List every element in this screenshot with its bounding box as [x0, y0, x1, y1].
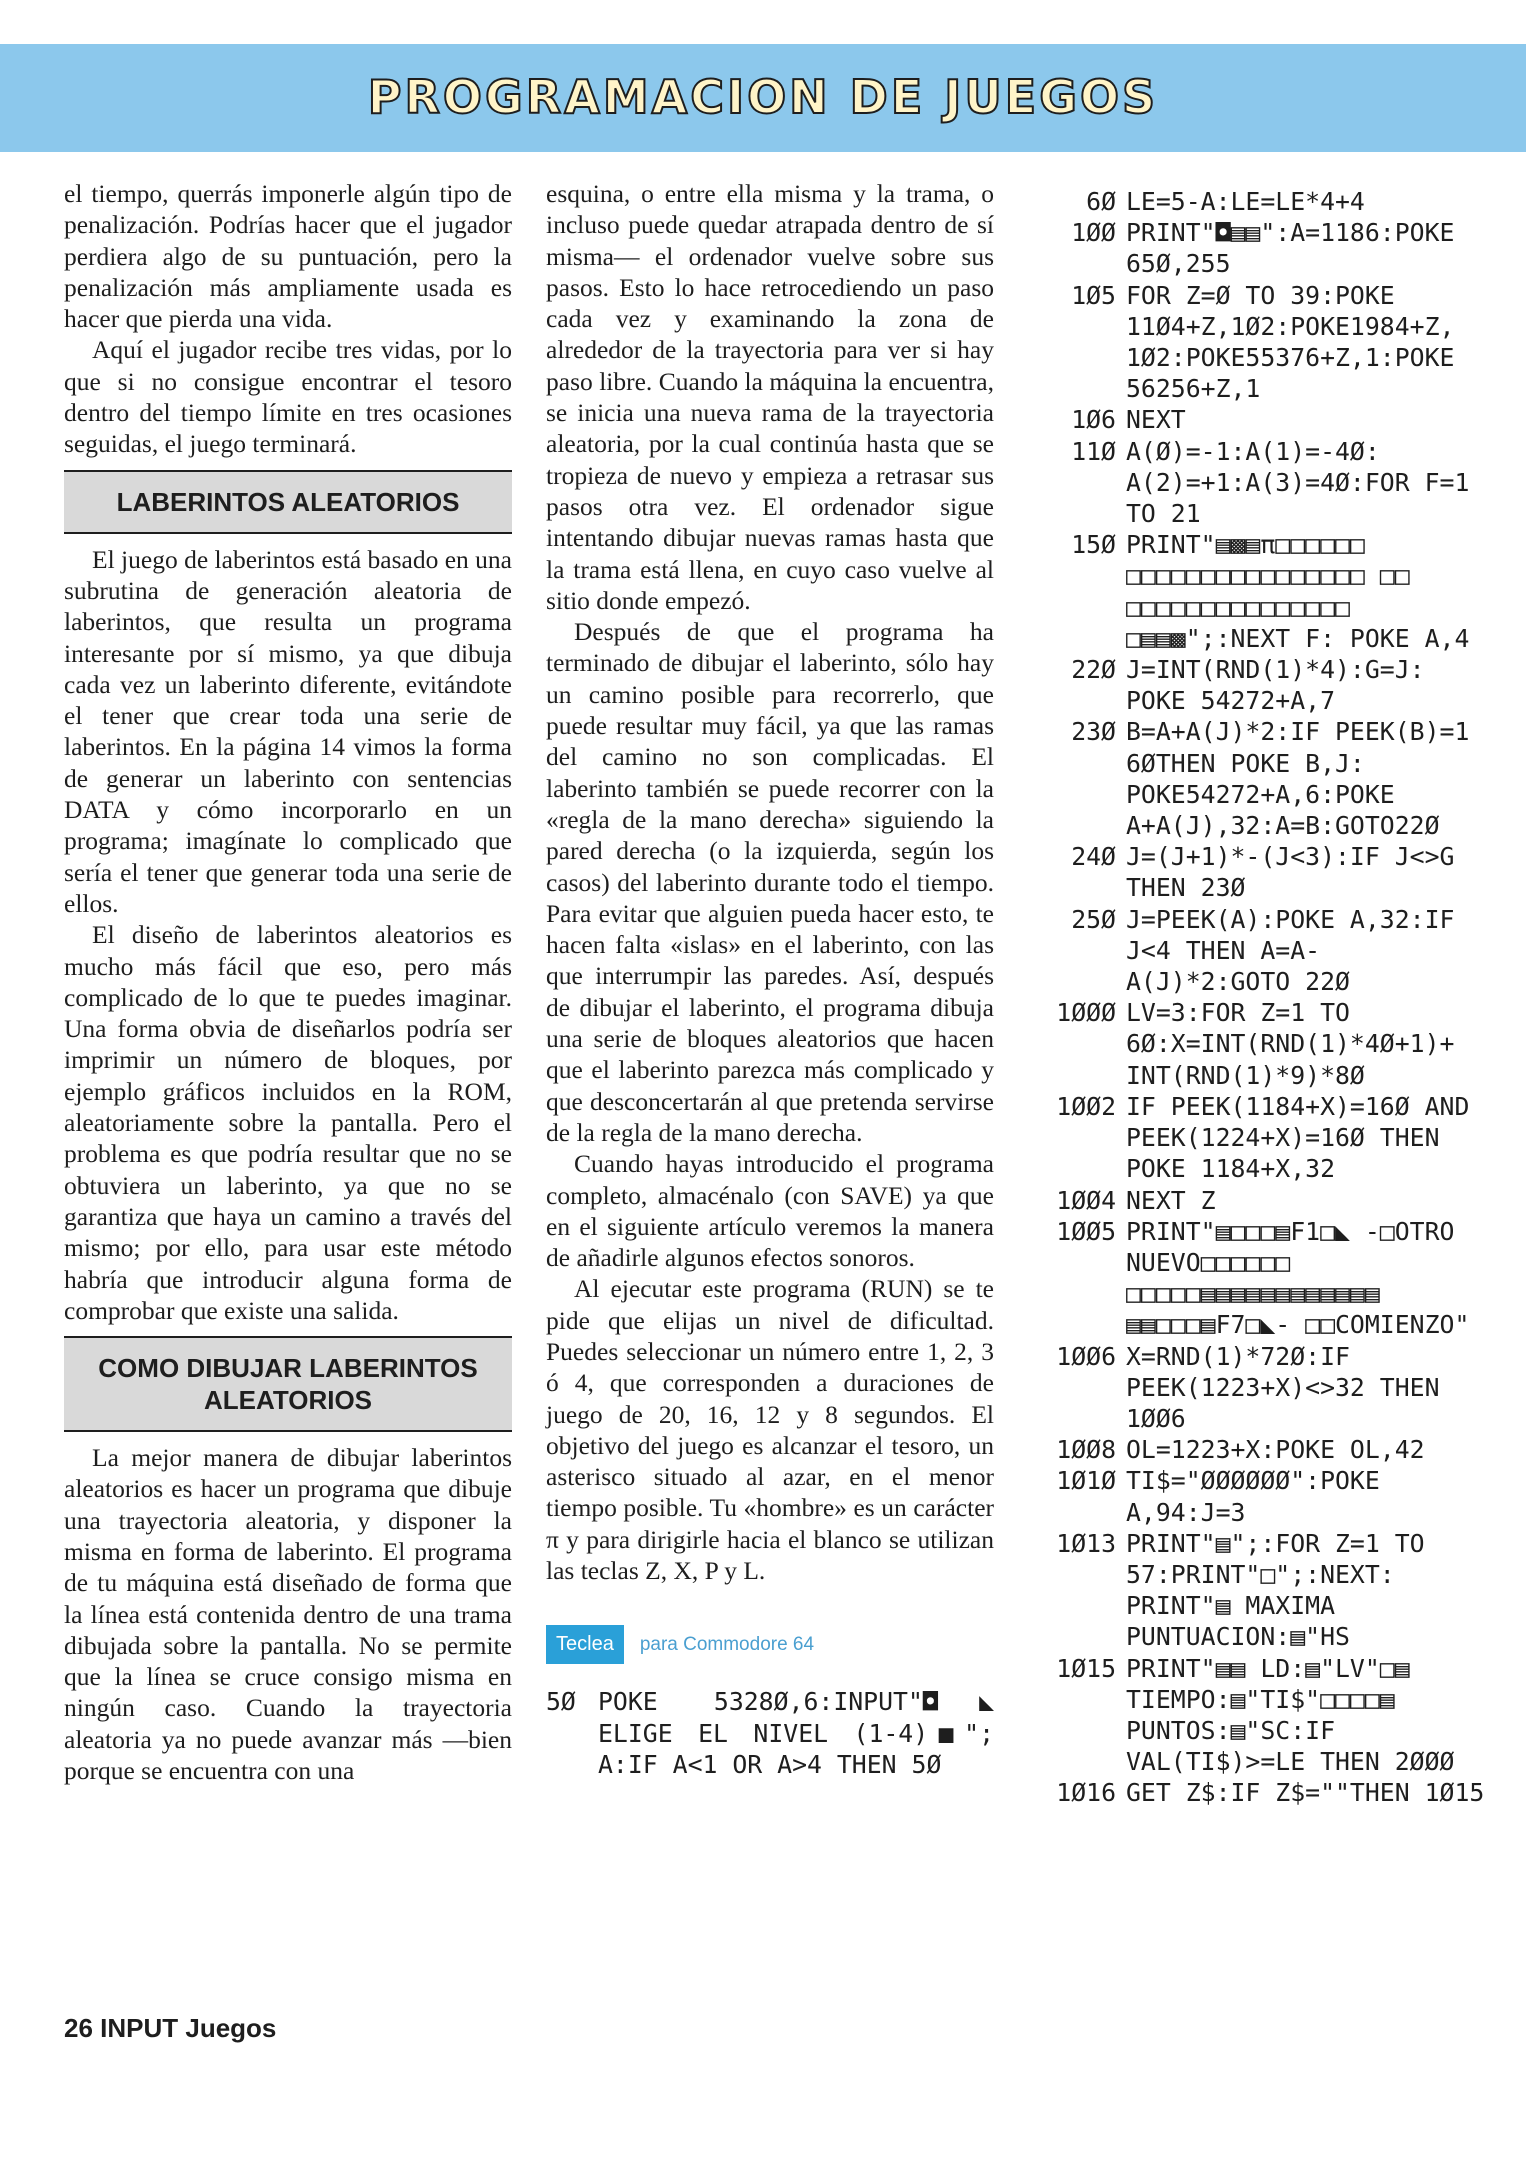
line-number: 6Ø — [1086, 187, 1116, 216]
code-text: IF PEEK(1184+X)=16Ø AND PEEK(1224+X)=16Ø THEN POKE 1184+X,32 — [1126, 1091, 1485, 1184]
code-line — [1036, 904, 1496, 998]
code-line — [1036, 1341, 1496, 1435]
code-text: J=PEEK(A):POKE A,32:IF J<4 THEN A=A- A(J)*2:GOTO 22Ø — [1126, 904, 1470, 997]
code-text: J=INT(RND(1)*4):G=J: POKE 54272+A,7 — [1126, 655, 1440, 716]
line-number: 1Ø13 — [1056, 1528, 1116, 1558]
line-number: 15Ø — [1071, 530, 1116, 560]
paragraph: Aquí el jugador recibe tres vidas, por lo que si no consigue encontrar el tesoro dentro del tiempo límite en tres ocasiones seguidas, el juego terminará. — [64, 335, 512, 459]
code-text: PRINT"▤□□□▤F1□◣ -□OTRO NUEVO□□□□□□ □□□□□▤▤▤▤▤▤▤▤▤▤▤▤ ▤▤□□□▤F7□◣- □□COMIENZO" — [1126, 1216, 1470, 1340]
code-listing-part-2 — [1036, 186, 1496, 1809]
paragraph: El juego de laberintos está basado en una subrutina de generación aleatoria de laberintos, que resulta un programa interesante por sí mismo, ya que dibuja cada vez un laberinto diferente, evitándote el tener que crear toda una serie de laberintos. En la página 14 vimos la forma de generar un laberinto con sentencias DATA y cómo incorporarlo en un programa; imagínate lo complicado que sería el tener que generar toda una serie de ellos. — [64, 544, 512, 918]
line-number: 1ØØ5 — [1056, 1216, 1116, 1246]
code-line — [1036, 841, 1496, 903]
line-number: 1Ø16 — [1056, 1778, 1116, 1808]
code-text: LE=5-A:LE=LE*4+4 — [1126, 187, 1365, 216]
paragraph: Después de que el programa ha terminado de dibujar el laberinto, sólo hay un camino posible para recorrerlo, que puede resultar muy fácil, ya que las ramas del camino no son complicadas. El laberinto también se puede recorrer con la «regla de la mano derecha» siguiendo la pared derecha (o la izquierda, según los casos) del laberinto durante todo el tiempo. Para evitar que alguien pueda hacer esto, te hacen falta «islas» en el laberinto, con las que interrumpir las paredes. Así, después de dibujar el laberinto, el programa dibuja una serie de bloques aleatorios que hacen que el laberinto parezca más complicado y que desconcertarán al que pretenda servirse de la regla de la mano derecha. — [546, 617, 994, 1147]
section-title: PROGRAMACION DE JUEGOS — [367, 70, 1159, 124]
code-text: PRINT"▤";:FOR Z=1 TO 57:PRINT"□";:NEXT: PRINT"▤ MAXIMA PUNTUACION:▤"HS — [1126, 1528, 1440, 1652]
code-line — [546, 1686, 1009, 1780]
paragraph: Al ejecutar este programa (RUN) se te pide que elijas un nivel de dificultad. Puedes seleccionar un número entre 1, 2, 3 ó 4, que corresponden a duraciones de juego de 20, 16, 12 y 8 segundos. El objetivo del juego es alcanzar el tesoro, un asterisco situado al azar, en el menor tiempo posible. Tu «hombre» es un carácter π y para dirigirle hacia el blanco se utilizan las teclas Z, X, P y L. — [546, 1274, 994, 1586]
code-line — [1036, 1465, 1496, 1527]
paragraph: esquina, o entre ella misma y la trama, o incluso puede quedar atrapada dentro de sí misma— el ordenador vuelve sobre sus pasos. Esto lo hace retrocediendo un paso cada vez y examinando la zona de alrededor de la trayectoria para ver si hay paso libre. Cuando la máquina la encuentra, se inicia una nueva rama de la trayectoria aleatoria, por la cual continúa hasta que se tropieza de nuevo y empieza a retrasar sus pasos otra vez. El ordenador sigue intentando dibujar nuevas ramas hasta que la trama está llena, en cuyo caso vuelve al sitio donde empezó. — [546, 179, 994, 615]
code-text: GET Z$:IF Z$=""THEN 1Ø15 — [1126, 1778, 1485, 1808]
line-number: 23Ø — [1071, 717, 1116, 747]
code-text: A(Ø)=-1:A(1)=-4Ø: A(2)=+1:A(3)=4Ø:FOR F=1 TO 21 — [1126, 436, 1485, 529]
code-column — [1036, 186, 1496, 1809]
subheading-laberintos-aleatorios: LABERINTOS ALEATORIOS — [64, 470, 512, 534]
paragraph: el tiempo, querrás imponerle algún tipo de penalización. Podrías hacer que el jugador perdiera algo de su puntuación, pero la penalización más ampliamente usada es hacer que pierda una vida. — [64, 179, 512, 334]
code-text: NEXT Z — [1126, 1185, 1216, 1215]
line-number: 24Ø — [1071, 842, 1116, 872]
code-text: J=(J+1)*-(J<3):IF J<>G THEN 23Ø — [1126, 842, 1470, 903]
code-text: X=RND(1)*72Ø:IF PEEK(1223+X)<>32 THEN 1ØØ6 — [1126, 1341, 1455, 1433]
code-text: LV=3:FOR Z=1 TO 6Ø:X=INT(RND(1)*4Ø+1)+ INT(RND(1)*9)*8Ø — [1126, 998, 1470, 1090]
code-line — [1036, 186, 1496, 217]
code-line — [1036, 1777, 1496, 1808]
text-column-1 — [64, 178, 512, 1786]
line-number: 11Ø — [1071, 436, 1116, 466]
code-line — [1036, 404, 1496, 435]
code-text: OL=1223+X:POKE OL,42 — [1126, 1435, 1425, 1465]
listing-label — [546, 1624, 994, 1664]
line-number: 1ØØ2 — [1056, 1091, 1116, 1121]
code-line — [1036, 1216, 1496, 1341]
line-number: 1ØØ6 — [1056, 1341, 1116, 1371]
line-number: 1ØØ — [1071, 218, 1116, 248]
code-text: PRINT"◘▤▤":A=1186:POKE 65Ø,255 — [1126, 218, 1470, 279]
line-number: 5Ø — [546, 1687, 576, 1717]
code-line — [1036, 1653, 1496, 1778]
line-number: 1ØØ8 — [1056, 1435, 1116, 1465]
code-text: PRINT"▤▤ LD:▤"LV"□▤ TIEMPO:▤"TI$"□□□□▤ PUNTOS:▤"SC:IF VAL(TI$)>=LE THEN 2ØØØ — [1126, 1653, 1455, 1777]
paragraph: Cuando hayas introducido el programa completo, almacénalo (con SAVE) ya que en el siguiente artículo veremos la manera de añadirle algunos efectos sonoros. — [546, 1149, 994, 1273]
code-text: B=A+A(J)*2:IF PEEK(B)=1 6ØTHEN POKE B,J: POKE54272+A,6:POKE A+A(J),32:A=B:GOTO22Ø — [1126, 717, 1485, 841]
code-text: TI$="ØØØØØØ":POKE A,94:J=3 — [1126, 1466, 1395, 1527]
code-text: PRINT"▤▩▤π□□□□□□ □□□□□□□□□□□□□□□□ □□ □□□□□□□□□□□□□□□ □▤▤▩";:NEXT F: POKE A,4 — [1126, 530, 1470, 653]
code-line — [1036, 217, 1496, 279]
line-number: 1ØØØ — [1056, 998, 1116, 1028]
code-line — [1036, 716, 1496, 841]
subheading-como-dibujar: COMO DIBUJAR LABERINTOS ALEATORIOS — [64, 1336, 512, 1432]
line-number: 1Ø5 — [1071, 280, 1116, 310]
code-line — [1036, 997, 1496, 1091]
line-number: 1Ø15 — [1056, 1653, 1116, 1683]
paragraph: El diseño de laberintos aleatorios es mucho más fácil que eso, pero más complicado de lo que te puedes imaginar. Una forma obvia de diseñarlos podría ser imprimir un número de bloques, por ejemplo gráficos incluidos en la ROM, aleatoriamente sobre la pantalla. Pero el problema es que podría resultar que no se obtuviera un laberinto, ya que no se garantiza que haya un camino a través del mismo; por ello, para usar este método habría que introducir alguna forma de comprobar que existe una salida. — [64, 920, 512, 1325]
code-line — [1036, 1091, 1496, 1185]
code-text: NEXT — [1126, 405, 1186, 435]
code-text: FOR Z=Ø TO 39:POKE 11Ø4+Z,1Ø2:POKE1984+Z, 1Ø2:POKE55376+Z,1:POKE 56256+Z,1 — [1126, 280, 1470, 404]
line-number: 1Ø1Ø — [1056, 1466, 1116, 1496]
line-number: 25Ø — [1071, 904, 1116, 934]
line-number: 1ØØ4 — [1056, 1185, 1116, 1215]
code-listing-part-1 — [546, 1686, 1009, 1780]
paragraph: La mejor manera de dibujar laberintos aleatorios es hacer un programa que dibuje una trayectoria aleatoria, y disponer la misma en forma de laberinto. El programa de tu máquina está diseñado de forma que la línea está contenida dentro de una trama dibujada sobre la pantalla. No se permite que la línea se cruce consigo misma en ningún caso. Cuando la trayectoria aleatoria ya no puede avanzar más —bien porque se encuentra con una — [64, 1443, 512, 1786]
text-column-2 — [546, 178, 1009, 1780]
teclea-badge: Teclea — [546, 1625, 624, 1664]
code-line — [1036, 280, 1496, 405]
code-line — [1036, 1434, 1496, 1465]
page-folio: 26 INPUT Juegos — [64, 2013, 277, 2043]
section-banner — [0, 44, 1526, 152]
code-line — [1036, 1528, 1496, 1653]
code-text: POKE 5328Ø,6:INPUT"◘◣ ELIGE EL NIVEL (1-4)■"; A:IF A<1 OR A>4 THEN 5Ø — [598, 1687, 1009, 1779]
code-line — [1036, 436, 1496, 530]
code-line — [1036, 654, 1496, 716]
code-line — [1036, 529, 1496, 654]
platform-label: para Commodore 64 — [639, 1633, 815, 1655]
line-number: 1Ø6 — [1071, 405, 1116, 435]
code-line — [1036, 1185, 1496, 1216]
line-number: 22Ø — [1071, 655, 1116, 685]
